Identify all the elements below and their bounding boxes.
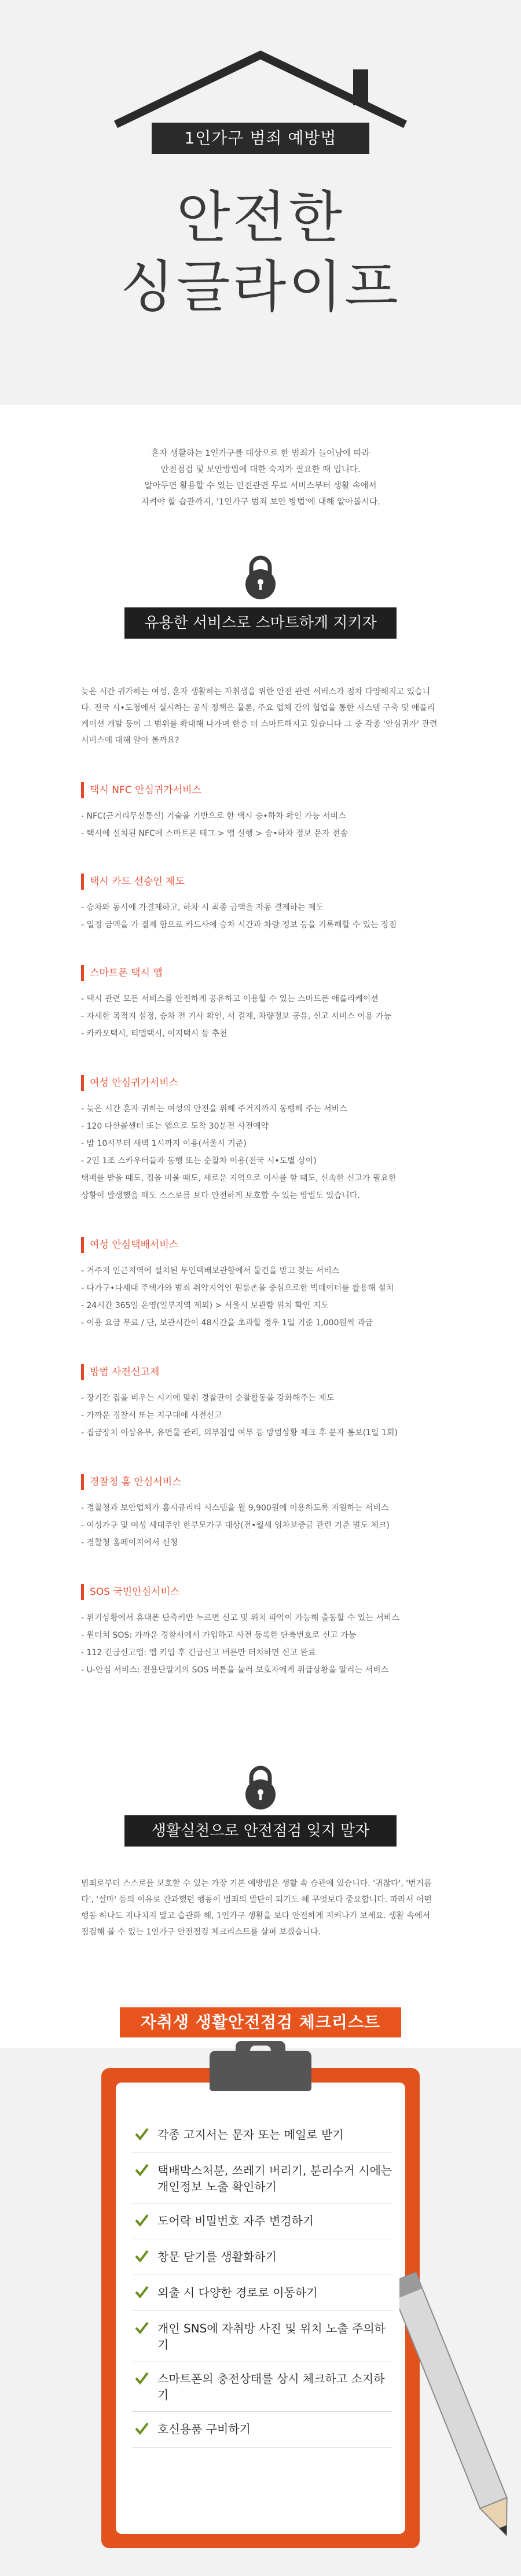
hero-section [0,0,521,405]
service-title: 스마트폰 택시 앱 [81,965,452,981]
checklist-item [132,2412,392,2448]
checklist-item-text: 스마트폰의 충전상태를 상시 체크하고 소지하기 [157,2372,385,2402]
checkmark-icon [134,2284,149,2299]
service-item: - 24시간 365일 운영(일부지역 제외) > 서울시 보관함 위치 확인 지도 [81,1301,329,1310]
service-item: - 경찰청과 보안업체가 홈시큐리티 시스템을 월 9,900원에 이용하도록 지원하는 서비스 [81,1503,389,1513]
checkmark-icon [134,2249,149,2264]
intro-line: 혼자 생활하는 1인가구를 대상으로 한 범죄가 늘어남에 따라 [151,449,370,458]
checklist-item [132,2311,392,2361]
service-item: - 장기간 집을 비우는 시기에 맞춰 경찰관이 순찰활동을 강화해주는 제도 [81,1394,335,1403]
service-taxi-card [81,874,452,934]
service-item: - 승차와 동시에 가결제하고, 하차 시 최종 금액을 자동 결제하는 제도 [81,903,324,912]
checklist [132,2117,392,2448]
service-item: - 카카오택시, 티맵택시, 이지택시 등 추천 [81,1029,228,1038]
service-pre-report [81,1364,452,1442]
service-item: - 원터치 SOS: 가까운 경찰서에서 가입하고 사전 등록한 단축번호로 신고 가능 [81,1631,357,1640]
service-item: - 밤 10시부터 새벽 1시까지 이용(서울시 기준) [81,1139,247,1148]
service-item: - 이용 요금 무료 / 단, 보관시간이 48시간을 초과할 경우 1일 기준 1,000원씩 과금 [81,1318,373,1328]
service-item: 택배를 받을 때도, 집을 비울 때도, 새로운 지역으로 이사를 할 때도, 신속한 신고가 필요한 [81,1174,397,1183]
checklist-item-text: 창문 닫기를 생활화하기 [157,2250,277,2264]
checklist-item-text: 개인 SNS에 자취방 사진 및 위치 노출 주의하기 [157,2321,386,2352]
service-item: - 집금장치 이상유무, 유면물 관리, 외부침입 여부 등 방범상황 체크 후 문자 통보(1일 1회) [81,1428,398,1438]
habits-intro-paragraph: 범죄로부터 스스로를 보호할 수 있는 가장 기본 예방법은 생활 속 습관에 있습니다. '귀찮다', '번거롭다', '설마' 등의 이유로 간과했던 행동이 범죄의 발단이 되기도 해 무엇보다 중요합니다. 따라서 어떤 행동 하나도 지나치지 말고 습관화 해, 1인가구 생활을 보다 안전하게 지켜나가 보세요. 생활 속에서 점검해 볼 수 있는 1인가구 안전점검 체크리스트를 살펴 보겠습니다. [81,1879,432,1937]
service-women-parcel [81,1237,452,1332]
service-item: - 자세한 목적지 설정, 승차 전 기사 확인, 서 결제, 차량정보 공유, 신고 서비스 이용 가능 [81,1012,391,1021]
service-women-escort [81,1075,452,1204]
checklist-item-text: 택배박스처분, 쓰레기 버리기, 분리수거 시에는 개인정보 노출 확인하기 [157,2164,392,2194]
checklist-item-text: 도어락 비밀번호 자주 변경하기 [157,2214,314,2228]
checklist-item-text: 외출 시 다양한 경로로 이동하기 [157,2286,318,2299]
service-item: - 위기상황에서 휴대폰 단축키만 누르면 신고 및 위치 파악이 가능해 출동할 수 있는 서비스 [81,1613,399,1623]
services-intro-paragraph: 늦은 시간 귀가하는 여성, 혼자 생활하는 자취생을 위한 안전 관련 서비스가 점차 다양해지고 있습니다. 전국 시•도청에서 실시하는 공식 정책은 물론, 주요 업체 간의 협업을 통한 시스템 구축 및 애플리케이션 개발 등이 그 범위를 확대해 나가며 한층 더 스마트해지고 있습니다 그 중 각종 '안심귀가' 관련 서비스에 대해 알아 볼까요? [81,687,438,745]
service-taxi-nfc [81,782,452,842]
service-title: 택시 카드 선승인 제도 [81,874,452,890]
service-item: - 다가구•다세대 주택가와 범죄 취약지역인 원룸촌을 중심으로한 빅데이터를 활용해 설치 [81,1284,394,1293]
pencil-icon [399,2245,509,2568]
checkmark-icon [134,2162,149,2177]
checklist-item [132,2275,392,2311]
service-item: - 120 다산콜센터 또는 앱으로 도착 30분전 사전예약 [81,1122,269,1131]
checkmark-icon [134,2320,149,2335]
checklist-title: 자취생 생활안전점검 체크리스트 [120,2007,401,2037]
service-title: 택시 NFC 안심귀가서비스 [81,782,452,798]
section-banner-services: 유용한 서비스로 스마트하게 지키자 [124,607,397,639]
service-item: - 택시에 설치된 NFC에 스마트폰 태그 > 앱 실행 > 승•하차 정보 문자 전송 [81,829,348,838]
service-taxi-app [81,965,452,1042]
hero-title-line1: 안전한 [176,185,345,250]
intro-line: 안전점검 및 보안방법에 대한 숙지가 필요한 때 입니다. [160,465,361,474]
hero-title-line2: 싱글라이프 [120,255,401,319]
service-item: - 여성가구 및 여성 세대주인 한부모가구 대상(전•월세 임차보증금 관련 기준 별도 체크) [81,1521,390,1530]
service-item: - 가까운 경찰서 또는 지구대에 사전신고 [81,1411,222,1420]
checklist-item [132,2117,392,2153]
service-home-security [81,1474,452,1552]
clipboard-clip-icon [210,2051,311,2091]
service-item: - 2인 1조 스카우터들과 동행 또는 순찰차 이용(전국 시•도별 상이) [81,1156,317,1166]
checkmark-icon [134,2127,149,2142]
service-title: SOS 국민안심서비스 [81,1584,452,1600]
checklist-item [132,2153,392,2203]
checkmark-icon [134,2371,149,2386]
checkmark-icon [134,2213,149,2228]
service-item: - 거주지 인근지역에 설치된 무인택배보관함에서 물건을 받고 찾는 서비스 [81,1266,340,1276]
padlock-icon [243,1764,278,1810]
service-item: - NFC(근거리무선통신) 기술을 기반으로 한 택시 승•하차 확인 가능 서비스 [81,812,346,821]
service-item: - 일정 금액을 가 결제 함으로 카드사에 승차 시간과 차량 정보 등을 기록해할 수 있는 장점 [81,920,397,930]
service-title: 여성 안심택배서비스 [81,1237,452,1253]
service-item: - 112 긴급신고앱: 앱 키입 후 긴급신고 버튼만 터치하면 신고 완료 [81,1648,316,1657]
checklist-item-text: 각종 고지서는 문자 또는 메일로 받기 [157,2128,344,2142]
intro-line: 알아두면 활용할 수 있는 안전관련 무료 서비스부터 생활 속에서 [144,481,377,491]
service-sos [81,1584,452,1679]
service-item: 상황이 발생했을 때도 스스로를 보다 안전하게 보호할 수 있는 방법도 있습니다. [81,1191,360,1200]
service-item: - 택시 관련 모든 서비스를 안전하게 공유하고 이용할 수 있는 스마트폰 애플리케이션 [81,994,379,1004]
checklist-item [132,2239,392,2275]
padlock-icon [243,554,278,599]
service-title: 여성 안심귀가서비스 [81,1075,452,1091]
intro-text [93,445,428,510]
checklist-item [132,2361,392,2412]
service-item: - U-안심 서비스: 전용단말기의 SOS 버튼을 눌러 보호자에게 위급상황을 알리는 서비스 [81,1665,389,1675]
checklist-item-text: 호신용품 구비하기 [157,2422,251,2436]
checkmark-icon [134,2421,149,2436]
hero-tag: 1인가구 범죄 예방법 [152,123,369,154]
service-title: 경찰청 홈 안심서비스 [81,1474,452,1490]
checklist-item [132,2203,392,2239]
section-banner-habits: 생활실천으로 안전점검 잊지 말자 [124,1815,397,1847]
service-item: - 늦은 시간 혼자 귀하는 여성의 안전을 위해 주거지까지 동행해 주는 서비스 [81,1104,347,1114]
intro-line: 지켜야 할 습관까지, '1인가구 범죄 보안 방법'에 대해 알아봅시다. [141,497,380,507]
service-title: 방범 사전신고제 [81,1364,452,1380]
service-item: - 경찰청 홈페이지에서 신청 [81,1538,178,1547]
